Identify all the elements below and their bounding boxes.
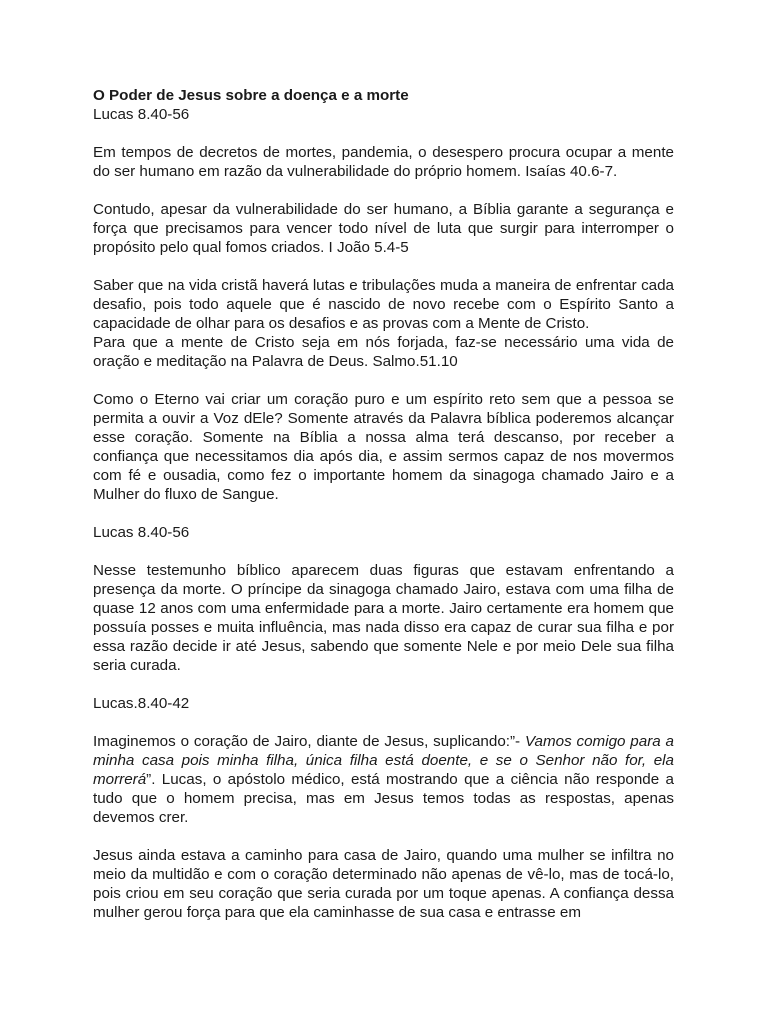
paragraph: Saber que na vida cristã haverá lutas e tribulações muda a maneira de enfrentar cada desafio, pois todo aquele que é nascido de novo recebe com o Espírito Santo a capacidade de olhar para os desafios e as provas com a Mente de Cristo. [93, 277, 674, 332]
paragraph: Contudo, apesar da vulnerabilidade do ser humano, a Bíblia garante a segurança e força que precisamos para vencer todo nível de luta que surgir para interromper o propósito pelo qual fomos criados. I João 5.4-5 [93, 201, 674, 256]
paragraph: Em tempos de decretos de mortes, pandemia, o desespero procura ocupar a mente do ser humano em razão da vulnerabilidade do próprio homem. Isaías 40.6-7. [93, 144, 674, 180]
document-subtitle: Lucas 8.40-56 [93, 106, 190, 123]
section-reference: Lucas.8.40-42 [93, 695, 190, 712]
document-page [93, 86, 674, 941]
paragraph: Jesus ainda estava a caminho para casa de Jairo, quando uma mulher se infiltra no meio da multidão e com o coração determinado não apenas de vê-lo, mas de tocá-lo, pois criou em seu coração que seria curada por um toque apenas. A confiança dessa mulher gerou força para que ela caminhasse de sua casa e entrasse em [93, 847, 674, 921]
document-title: O Poder de Jesus sobre a doença e a morte [93, 87, 409, 104]
quote-continuation: ”. Lucas, o apóstolo médico, está mostrando que a ciência não responde a tudo que o homem precisa, mas em Jesus temos todas as respostas, apenas devemos crer. [93, 771, 674, 826]
section-reference: Lucas 8.40-56 [93, 524, 190, 541]
quote-paragraph [93, 732, 674, 827]
paragraph: Como o Eterno vai criar um coração puro e um espírito reto sem que a pessoa se permita a ouvir a Voz dEle? Somente através da Palavra bíblica poderemos alcançar esse coração. Somente na Bíblia a nossa alma terá descanso, por receber a confiança que necessitamos dia após dia, e assim sermos capaz de nos movermos com fé e ousadia, como fez o importante homem da sinagoga chamado Jairo e a Mulher do fluxo de Sangue. [93, 391, 674, 503]
paragraph: Nesse testemunho bíblico aparecem duas figuras que estavam enfrentando a presença da morte. O príncipe da sinagoga chamado Jairo, estava com uma filha de quase 12 anos com uma enfermidade para a morte. Jairo certamente era homem que possuía posses e muita influência, mas nada disso era capaz de curar sua filha e por essa razão decide ir até Jesus, sabendo que somente Nele e por meio Dele sua filha seria curada. [93, 562, 674, 674]
quote-intro: Imaginemos o coração de Jairo, diante de Jesus, suplicando:”- [93, 733, 525, 750]
italic-quote: Vamos comigo para a minha casa pois minha filha, única filha está doente, e se o Senhor não for, ela morrerá [93, 733, 674, 788]
paragraph: Para que a mente de Cristo seja em nós forjada, faz-se necessário uma vida de oração e meditação na Palavra de Deus. Salmo.51.10 [93, 334, 674, 370]
